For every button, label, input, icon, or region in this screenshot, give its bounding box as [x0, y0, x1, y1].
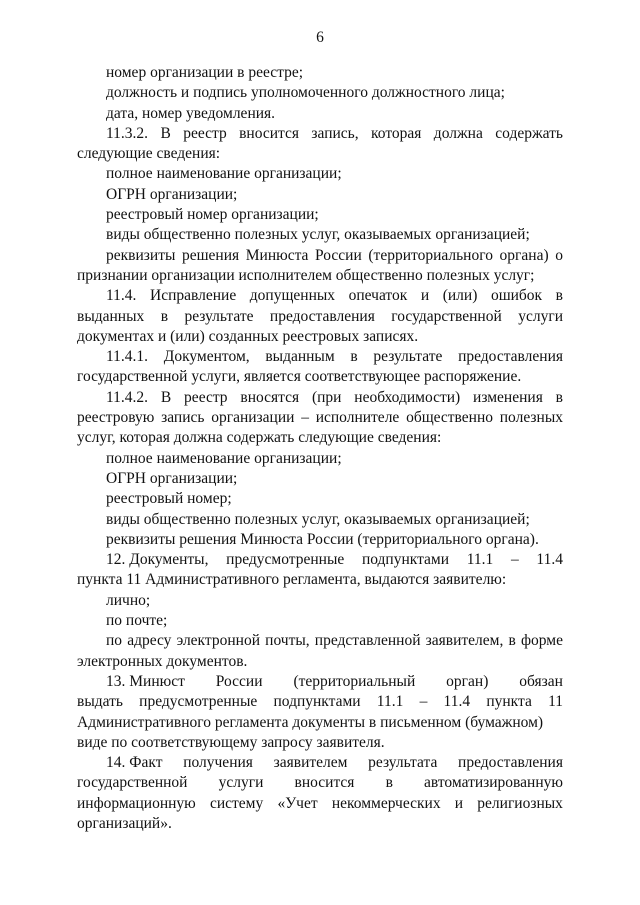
list-line: номер организации в реестре;: [106, 64, 304, 81]
word: подпунктами: [361, 551, 450, 569]
paragraph-14-line-4: организаций».: [77, 814, 172, 832]
word: –: [419, 693, 428, 711]
document-body: [77, 63, 563, 834]
paragraph-12-line-1: [77, 550, 563, 570]
list-line: реестровый номер;: [106, 490, 232, 508]
word: предусмотренные: [226, 551, 345, 569]
word: 11.1: [376, 693, 404, 711]
word: выдать: [77, 693, 123, 711]
paragraph-13-line-1: [77, 672, 563, 692]
paragraph-requisites: реквизиты решения Минюста России (территориального органа) о признании организации исполнителем общественно полезных услуг;: [77, 246, 563, 284]
paragraph-13-line-2: [77, 692, 563, 712]
paragraph-11-4-2: 11.4.2. В реестр вносятся (при необходимости) изменения в реестровую запись организации – исполнителе общественно полезных услуг, которая должна содержать следующие сведения:: [77, 388, 563, 447]
word: предоставления: [458, 754, 563, 772]
paragraph-13-line-4: виде по соответствующему запросу заявителя.: [77, 733, 385, 751]
paragraph-11-4: 11.4. Исправление допущенных опечаток и (или) ошибок в выданных в результате предоставления государственной услуги документах и (или) созданных реестровых записях.: [77, 287, 563, 345]
paragraph-14-line-1: [77, 753, 563, 773]
word: некоммерческих: [331, 794, 441, 812]
word: государственной: [77, 774, 188, 792]
paragraph-email: по адресу электронной почты, представленной заявителем, в форме электронных документов.: [77, 632, 563, 670]
paragraph-14: [77, 753, 563, 834]
word: России: [215, 672, 263, 690]
word: автоматизированную: [424, 774, 563, 792]
word: услуги: [218, 774, 264, 792]
word: (территориальный: [293, 672, 416, 690]
word: получения: [183, 754, 253, 772]
list-line: реестровый номер организации;: [106, 206, 319, 224]
word: систему: [209, 794, 264, 812]
list-line: должность и подпись уполномоченного должностного лица;: [106, 84, 505, 102]
word: религиозных: [477, 794, 563, 812]
word: пункта: [486, 693, 532, 711]
word: орган): [446, 672, 489, 690]
word: информационную: [77, 794, 196, 812]
word: и: [454, 794, 464, 812]
list-line: полное наименование организации;: [106, 165, 342, 183]
paragraph-12-line-2: пункта 11 Административного регламента, выдаются заявителю:: [77, 571, 507, 589]
word: вносится: [294, 774, 355, 792]
paragraph-11-3-2: 11.3.2. В реестр вносится запись, которая должна содержать следующие сведения:: [77, 124, 563, 163]
word: 14. Факт: [106, 754, 163, 772]
word: 12. Документы,: [106, 551, 209, 569]
paragraph-14-line-3: [77, 794, 563, 814]
word: «Учет: [277, 794, 318, 812]
word: результата: [368, 754, 438, 772]
word: 11: [548, 693, 563, 711]
list-line: виды общественно полезных услуг, оказываемых организацией;: [106, 226, 530, 244]
paragraph-12: [77, 550, 563, 591]
paragraph-13-line-3: Административного регламента документы в письменном (бумажном): [77, 713, 544, 731]
list-line: дата, номер уведомления.: [106, 104, 276, 122]
word: 11.4: [536, 551, 563, 569]
word: 11.4: [443, 693, 471, 711]
list-line: лично;: [106, 591, 151, 609]
word: 13. Минюст: [106, 672, 185, 690]
word: в: [385, 774, 393, 792]
list-line: ОГРН организации;: [106, 469, 238, 487]
list-line: ОГРН организации;: [106, 185, 238, 203]
list-line: реквизиты решения Минюста России (территориального органа).: [106, 530, 539, 548]
paragraph-11-4-1: 11.4.1. Документом, выданным в результате предоставления государственной услуги, является соответствующее распоряжение.: [77, 348, 563, 386]
list-line: полное наименование организации;: [106, 449, 342, 467]
word: 11.1: [466, 551, 494, 569]
page-number: 6: [316, 29, 324, 46]
list-line: по почте;: [106, 612, 168, 630]
word: заявителем: [273, 754, 348, 772]
paragraph-13: [77, 672, 563, 753]
paragraph-14-line-2: [77, 773, 563, 793]
word: подпунктами: [273, 693, 361, 711]
word: –: [510, 551, 519, 569]
word: предусмотренные: [139, 693, 258, 711]
list-line: виды общественно полезных услуг, оказываемых организацией;: [106, 510, 530, 528]
word: обязан: [519, 672, 563, 690]
